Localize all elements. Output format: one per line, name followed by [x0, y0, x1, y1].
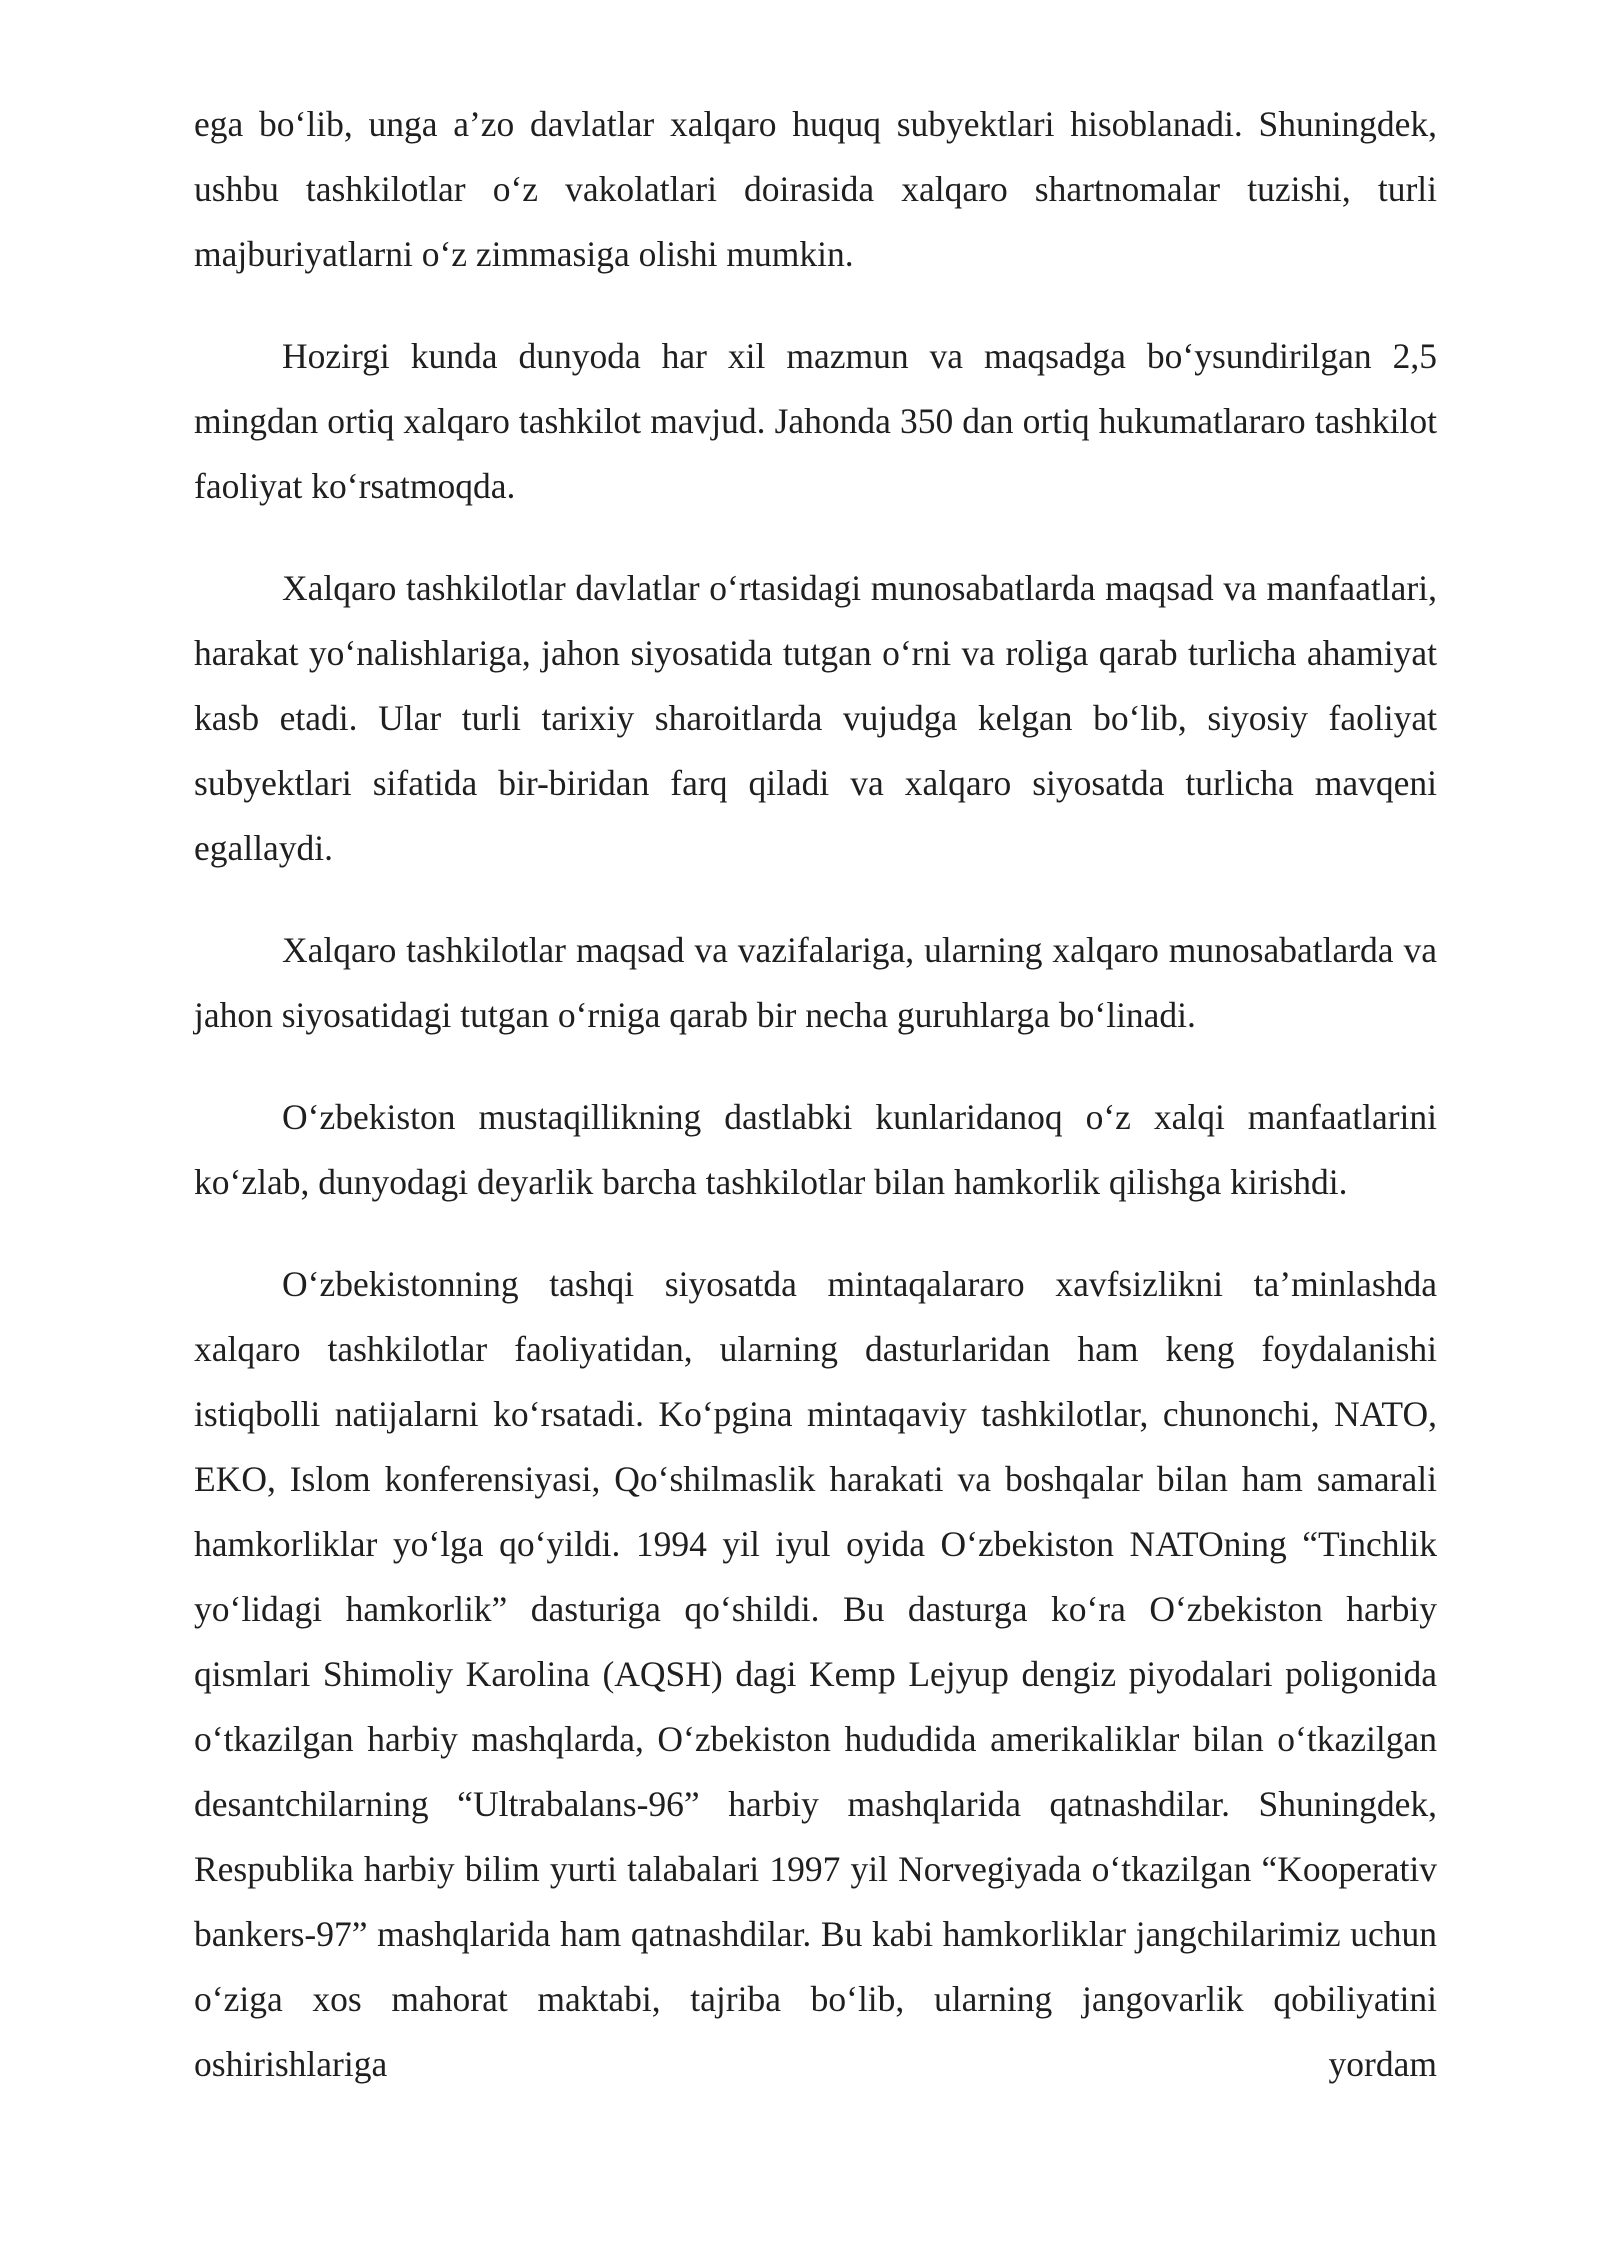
- paragraph-organizations-role: Xalqaro tashkilotlar davlatlar o‘rtasidagi munosabatlarda maqsad va manfaatlari, harakat yo‘nalishlariga, jahon siyosatida tutgan o‘rni va roliga qarab turlicha ahamiyat kasb etadi. Ular turli tarixiy sharoitlarda vujudga kelgan bo‘lib, siyosiy faoliyat subyektlari sifatida bir-biridan farq qiladi va xalqaro siyosatda turlicha mavqeni egallaydi.: [194, 568, 1437, 868]
- paragraph-continuation: ega bo‘lib, unga a’zo davlatlar xalqaro huquq subyektlari hisoblanadi. Shuningdek, ushbu tashkilotlar o‘z vakolatlari doirasida xalqaro shartnomalar tuzishi, turli majburiyatlarni o‘z zimmasiga olishi mumkin.: [194, 104, 1437, 274]
- paragraph-uzbekistan-nato: O‘zbekistonning tashqi siyosatda mintaqalararo xavfsizlikni ta’minlashda xalqaro tashkilotlar faoliyatidan, ularning dasturlaridan ham keng foydalanishi istiqbolli natijalarni ko‘rsatadi. Ko‘pgina mintaqaviy tashkilotlar, chunonchi, NATO, EKO, Islom konferensiyasi, Qo‘shilmaslik harakati va boshqalar bilan ham samarali hamkorliklar yo‘lga qo‘yildi. 1994 yil iyul oyida O‘zbekiston NATOning “Tinchlik yo‘lidagi hamkorlik” dasturiga qo‘shildi. Bu dasturga ko‘ra O‘zbekiston harbiy qismlari Shimoliy Karolina (AQSH) dagi Kemp Lejyup dengiz piyodalari poligonida o‘tkazilgan harbiy mashqlarda, O‘zbekiston hududida amerikaliklar bilan o‘tkazilgan desantchilarning “Ultrabalans-96” harbiy mashqlarida qatnashdilar. Shuningdek, Respublika harbiy bilim yurti talabalari 1997 yil Norvegiyada o‘tkazilgan “Kooperativ bankers-97” mashqlarida ham qatnashdilar. Bu kabi hamkorliklar jangchilarimiz uchun o‘ziga xos mahorat maktabi, tajriba bo‘lib, ularning jangovarlik qobiliyatini oshirishlariga yordam: [194, 1264, 1437, 2084]
- body-text: [194, 92, 1437, 2097]
- paragraph-organizations-groups: Xalqaro tashkilotlar maqsad va vazifalariga, ularning xalqaro munosabatlarda va jahon siyosatidagi tutgan o‘rniga qarab bir necha guruhlarga bo‘linadi.: [194, 930, 1437, 1035]
- paragraph-organizations-count: Hozirgi kunda dunyoda har xil mazmun va maqsadga bo‘ysundirilgan 2,5 mingdan ortiq xalqaro tashkilot mavjud. Jahonda 350 dan ortiq hukumatlararo tashkilot faoliyat ko‘rsatmoqda.: [194, 336, 1437, 506]
- paragraph-uzbekistan-cooperation: O‘zbekiston mustaqillikning dastlabki kunlaridanoq o‘z xalqi manfaatlarini ko‘zlab, dunyodagi deyarlik barcha tashkilotlar bilan hamkorlik qilishga kirishdi.: [194, 1097, 1437, 1202]
